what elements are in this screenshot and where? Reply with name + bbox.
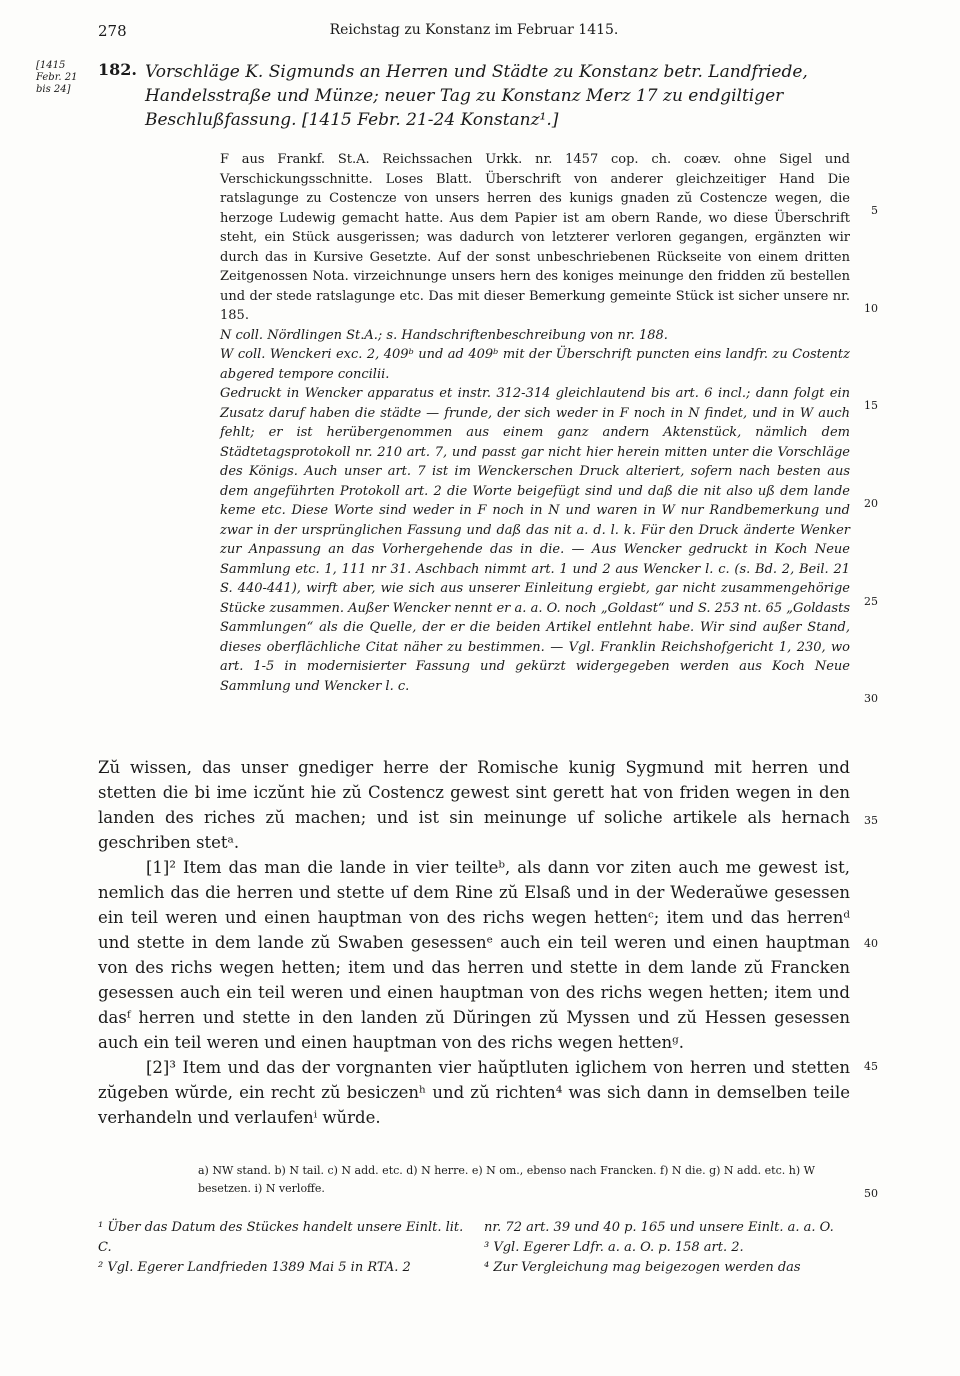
margin-date: [1415 Febr. 21 bis 24] [36,60,78,95]
source-note-n: N coll. Nördlingen St.A.; s. Handschriftenbeschreibung von nr. 188. [220,327,668,343]
line-numbers [848,0,878,1376]
source-note-w: W coll. Wenckeri exc. 2, 409ᵇ und ad 409ᵇ mit der Überschrift puncten eins landfr. zu Costentz abgered tempore concilii. [220,347,850,382]
footnote: ⁴ Zur Vergleichung mag beigezogen werden das [484,1260,801,1275]
line-number: 25 [864,595,878,608]
footnote: ² Vgl. Egerer Landfrieden 1389 Mai 5 in RTA. 2 [98,1260,411,1275]
footnotes-left-column [98,1218,464,1278]
line-number: 50 [864,1187,878,1200]
line-number: 35 [864,814,878,827]
line-number: 20 [864,497,878,510]
page-number: 278 [98,22,127,40]
page-header [98,22,850,46]
main-paragraph-intro: Zŭ wissen, das unser gnediger herre der Romische kunig Sygmund mit herren und stetten die bi ime iczŭnt hie zŭ Costencz gewest sint gerett hat von friden wegen in den landen des riches zŭ machen; und ist sin meinunge uf soliche artikele als hernach geschriben stetᵃ. [98,758,850,852]
line-number: 5 [871,204,878,217]
footnotes [98,1218,850,1278]
main-paragraph-article-2: [2]³ Item und das der vorgnanten vier haŭptluten iglichem von herren und stetten zŭgeben wŭrde, ein recht zŭ besiczenʰ und zŭ richten⁴ was sich dann in demselben teile verhandeln und verlaufenⁱ wŭrde. [98,1058,850,1127]
main-paragraph-article-1: [1]² Item das man die lande in vier teilteᵇ, als dann vor ziten auch me gewest ist, nemlich das die herren und stette uf dem Rine zŭ Elsaß und in der Wederaŭwe gesessen ein teil weren und einen hauptman von des richs wegen hettenᶜ; item und das herrenᵈ und stette in dem lande zŭ Swaben gesessenᵉ auch ein teil weren und einen hauptman von des richs wegen hetten; item und das herren und stette in dem lande zŭ Francken gesessen auch ein teil weren und einen hauptman von des richs wegen hetten; item und dasᶠ herren und stette in den landen zŭ Dŭringen zŭ Myssen und zŭ Hessen gesessen auch ein teil weren und einen hauptman von des richs wegen hettenᵍ. [98,858,850,1052]
footnote: nr. 72 art. 39 und 40 p. 165 und unsere Einlt. a. a. O. [484,1220,834,1235]
line-number: 30 [864,692,878,705]
document-number: 182. [98,60,137,79]
main-text [98,755,850,1130]
line-number: 15 [864,399,878,412]
footnote: ³ Vgl. Egerer Ldfr. a. a. O. p. 158 art. 2. [484,1240,744,1255]
source-note-f: F aus Frankf. St.A. Reichssachen Urkk. nr. 1457 cop. ch. coæv. ohne Sigel und Verschickungsschnitte. Loses Blatt. Überschrift von anderer gleichzeitiger Hand Die ratslagunge zu Costencze von unsers herren des kunigs gnaden zŭ Costencze wegen, die herzoge Ludewig gemacht hatte. Aus dem Papier ist am obern Rande, wo diese Überschrift steht, ein Stück ausgerissen; was dadurch von letzterer verloren gegangen, ergänzten wir durch das in Kursive Gesetzte. Auf der sonst unbeschriebenen Rückseite von einem dritten Zeitgenossen Nota. virzeichnunge unsers hern des koniges meinunge den fridden zŭ bestellen und der stede ratslagunge etc. Das mit dieser Bemerkung gemeinte Stück ist sicher unsere nr. 185. [220,152,850,323]
print-history-note: Gedruckt in Wencker apparatus et instr. 312-314 gleichlautend bis art. 6 incl.; dann folgt ein Zusatz daruf haben die städte — frunde, der sich weder in F noch in N findet, und in W auch fehlt; er ist herübergenommen aus einem ganz andern Aktenstück, nämlich dem Städtetagsprotokoll nr. 210 art. 7, und passt gar nicht hier herein mitten unter die Vorschläge des Königs. Auch unser art. 7 ist im Wenckerschen Druck alteriert, sofern nach besten aus dem angeführten Protokoll art. 2 die Worte beigefügt sind und daß die nit also uß dem lande keme etc. Diese Worte sind weder in F noch in N und waren in W nur Randbemerkung und zwar in der ursprünglichen Fassung und daß das nit a. d. l. k. Für den Druck änderte Wenker zur Anpassung an das Vorhergehende das in die. — Aus Wencker gedruckt in Koch Neue Sammlung etc. 1, 111 nr 31. Aschbach nimmt art. 1 und 2 aus Wencker l. c. (s. Bd. 2, Beil. 21 S. 440-441), wirft aber, wie sich aus unserer Einleitung ergiebt, gar nicht zusammengehörige Stücke zusammen. Außer Wencker nennt er a. a. O. noch „Goldast“ und S. 253 nt. 65 „Goldasts Sammlungen“ als die Quelle, der er die beiden Artikel entlehnt habe. Wir sind außer Stand, dieses oberflächliche Citat näher zu bestimmen. — Vgl. Franklin Reichshofgericht 1, 230, wo art. 1-5 in modernisierter Fassung und gekürzt widergegeben werden aus Koch Neue Sammlung und Wencker l. c. [220,386,850,694]
variant-readings: a) NW stand. b) N tail. c) N add. etc. d) N herre. e) N om., ebenso nach Francken. f) N die. g) N add. etc. h) W besetzen. i) N verloffe. [198,1164,815,1195]
line-number: 10 [864,302,878,315]
footnotes-right-column [484,1218,850,1278]
line-number: 45 [864,1060,878,1073]
line-number: 40 [864,937,878,950]
critical-apparatus [220,150,850,696]
footnote: ¹ Über das Datum des Stückes handelt unsere Einlt. lit. C. [98,1220,464,1255]
running-title: Reichstag zu Konstanz im Februar 1415. [329,22,619,38]
document-title: Vorschläge K. Sigmunds an Herren und Städte zu Konstanz betr. Landfriede, Handelsstraße und Münze; neuer Tag zu Konstanz Merz 17 zu endgiltiger Beschlußfassung. [1415 Febr. 21-24 Konstanz¹.] [145,62,808,130]
